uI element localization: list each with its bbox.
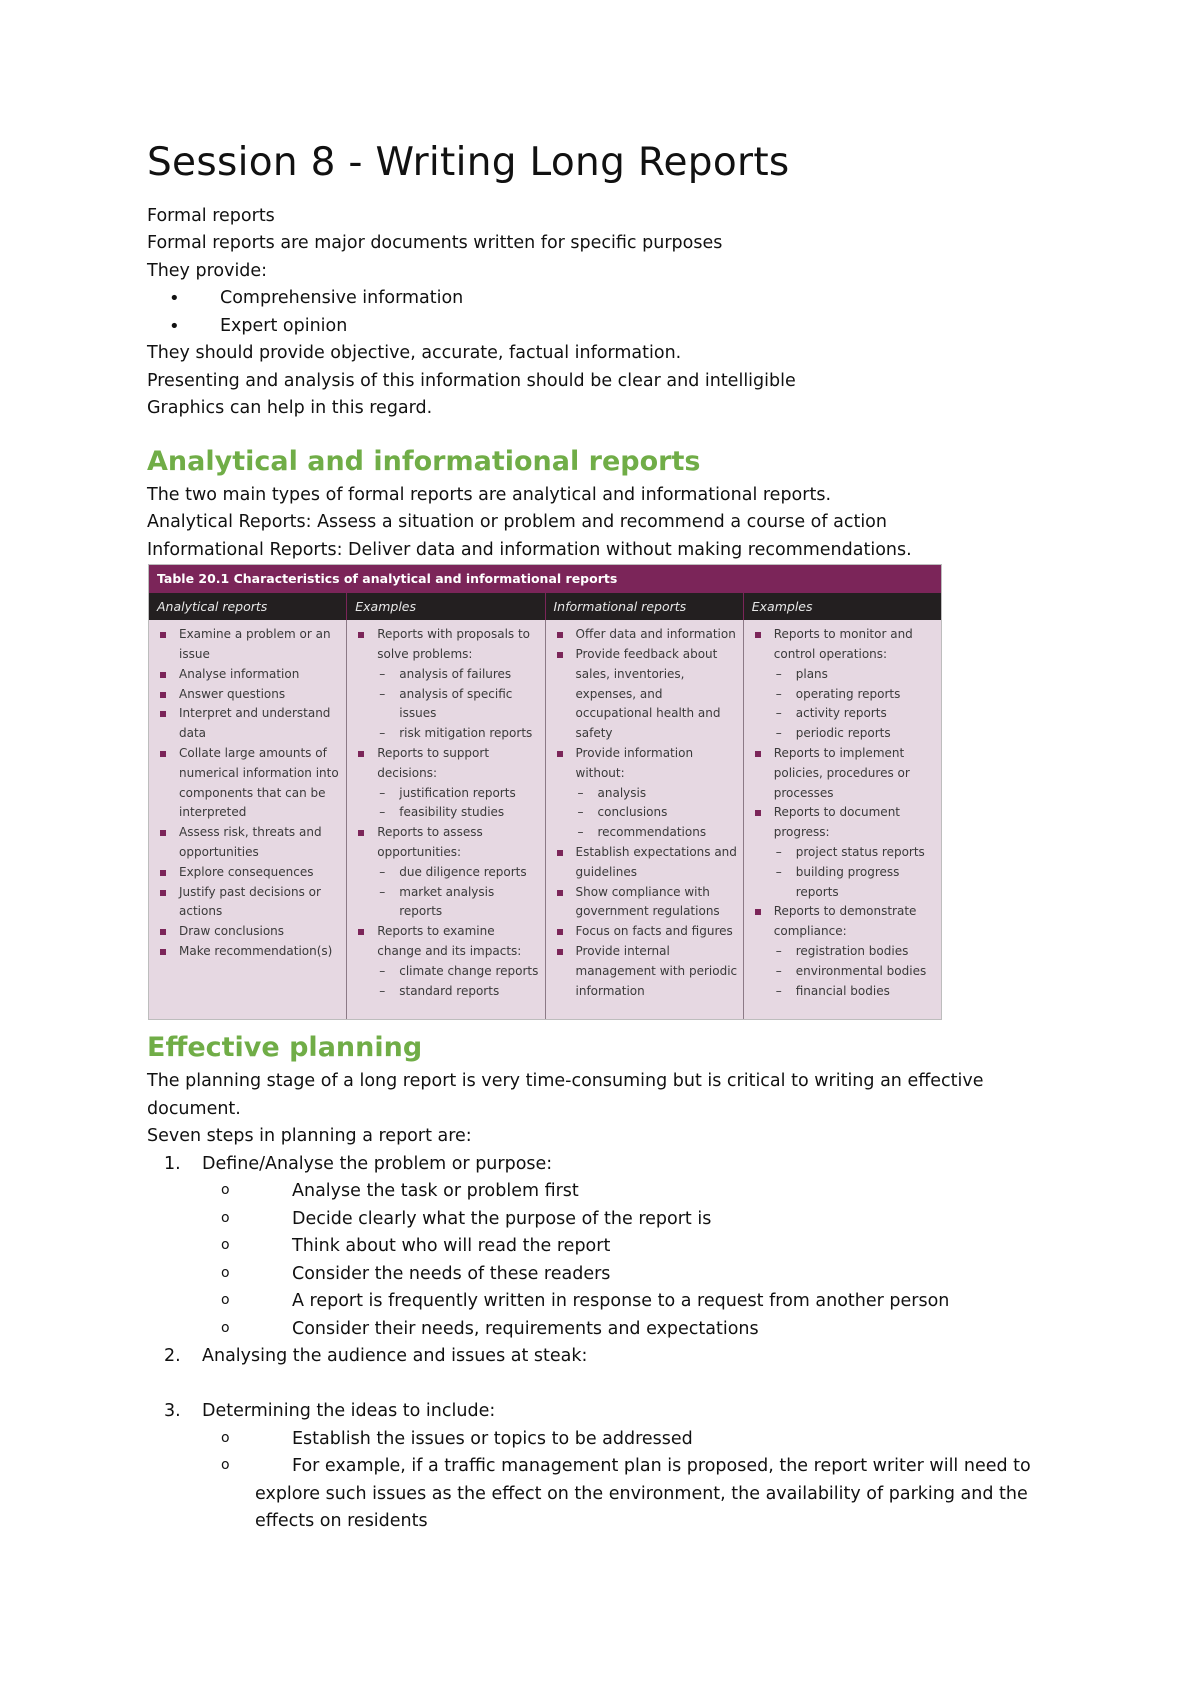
circle-bullet-icon: o [221, 1429, 230, 1446]
section-line: The two main types of formal reports are analytical and informational reports. [147, 484, 832, 505]
dash-icon: – [775, 864, 782, 879]
table-sub-item: – climate change reports [355, 962, 540, 982]
square-bullet-icon [160, 692, 166, 698]
table-bullet-item: Analyse information [157, 665, 342, 685]
sub-item: o Think about who will read the report [147, 1233, 1067, 1261]
sub-item: o Establish the issues or topics to be addressed [147, 1426, 1067, 1454]
intro-line: Formal reports are major documents written for specific purposes [147, 233, 723, 254]
dash-icon: – [775, 666, 782, 681]
table-sub-item: – standard reports [355, 982, 540, 1002]
table-sub-item: – plans [752, 665, 937, 685]
table-header-cell: Examples [751, 599, 813, 615]
circle-bullet-icon: o [221, 1457, 230, 1474]
square-bullet-icon [160, 929, 166, 935]
page-title: Session 8 - Writing Long Reports [147, 140, 790, 185]
table-bullet-item: Explore consequences [157, 863, 342, 883]
dash-icon: – [775, 726, 782, 741]
sub-item: o For example, if a traffic management plan is proposed, the report writer will need to explore such issues as the effect on the environment, the availability of parking and the effects on residents [147, 1453, 1075, 1536]
dash-icon: – [379, 963, 386, 978]
dash-icon: – [775, 983, 782, 998]
sub-item: o A report is frequently written in response to a request from another person [147, 1288, 1067, 1316]
table-sub-item: – analysis of specific issues [379, 686, 513, 721]
dash-icon: – [379, 666, 386, 681]
planning-steps-list [147, 1398, 1067, 1426]
circle-bullet-icon: o [221, 1292, 230, 1309]
table-sub-item: – project status reports [752, 843, 937, 863]
square-bullet-icon [755, 810, 761, 816]
table-header-row [149, 593, 941, 620]
table-bullet-item: Collate large amounts of numerical information into components that can be interpreted [157, 744, 342, 823]
table-bullet-item: Reports to monitor and control operations: [752, 625, 937, 665]
square-bullet-icon [557, 751, 563, 757]
bullet-item: • Comprehensive information [147, 285, 1067, 313]
table-bullet-item: Establish expectations and guidelines [554, 843, 739, 883]
table-sub-item: – financial bodies [752, 982, 937, 1002]
table-column [149, 620, 347, 1019]
square-bullet-icon [160, 949, 166, 955]
square-bullet-icon [557, 652, 563, 658]
dash-icon: – [379, 785, 386, 800]
table-bullet-item: Assess risk, threats and opportunities [157, 823, 342, 863]
square-bullet-icon [557, 632, 563, 638]
table-bullet-item: Show compliance with government regulations [554, 883, 739, 923]
table-bullet-item: Reports to support decisions: [355, 744, 540, 784]
table-sub-item: – recommendations [554, 823, 739, 843]
square-bullet-icon [557, 850, 563, 856]
table-bullet-item: Provide feedback about sales, inventories, expenses, and occupational health and safety [554, 645, 739, 744]
square-bullet-icon [160, 751, 166, 757]
square-bullet-icon [160, 870, 166, 876]
sub-item: o Consider their needs, requirements and expectations [147, 1316, 1067, 1344]
circle-bullet-icon: o [221, 1264, 230, 1281]
dash-icon: – [577, 825, 584, 840]
sub-item: o Consider the needs of these readers [147, 1261, 1067, 1289]
step-item: 3. Determining the ideas to include: [164, 1401, 496, 1422]
square-bullet-icon [160, 890, 166, 896]
square-bullet-icon [160, 672, 166, 678]
dash-icon: – [379, 726, 386, 741]
table-bullet-item: Answer questions [157, 685, 342, 705]
dash-icon: – [577, 785, 584, 800]
table-caption: Table 20.1 Characteristics of analytical and informational reports [149, 565, 941, 593]
section-heading-planning: Effective planning [147, 1032, 423, 1064]
table-sub-item: – analysis [554, 784, 739, 804]
intro-line: Graphics can help in this regard. [147, 398, 433, 419]
dash-icon: – [775, 845, 782, 860]
circle-bullet-icon: o [221, 1237, 230, 1254]
planning-steps-list [147, 1343, 1067, 1371]
dash-icon: – [775, 686, 782, 701]
table-bullet-item: Reports to assess opportunities: [355, 823, 540, 863]
square-bullet-icon [358, 632, 364, 638]
section-line: Seven steps in planning a report are: [147, 1126, 472, 1147]
bullet-icon: • [169, 315, 180, 337]
dash-icon: – [775, 963, 782, 978]
table-bullet-item: Reports to implement policies, procedures or processes [752, 744, 937, 803]
table-sub-item: – operating reports [752, 685, 937, 705]
dash-icon: – [577, 805, 584, 820]
step3-sublist [147, 1426, 1067, 1536]
square-bullet-icon [358, 830, 364, 836]
table-bullet-item: Reports to demonstrate compliance: [752, 902, 937, 942]
table-column [347, 620, 545, 1019]
dash-icon: – [379, 864, 386, 879]
dash-icon: – [379, 686, 386, 701]
table-bullet-item: Provide information without: [554, 744, 739, 784]
sub-item: o Analyse the task or problem first [147, 1178, 1067, 1206]
table-sub-item: – due diligence reports [355, 863, 540, 883]
square-bullet-icon [160, 632, 166, 638]
step1-sublist [147, 1178, 1067, 1343]
table-bullet-item: Offer data and information [554, 625, 739, 645]
table-sub-item: – justification reports [355, 784, 540, 804]
square-bullet-icon [358, 751, 364, 757]
table-bullet-item: Justify past decisions or actions [157, 883, 342, 923]
square-bullet-icon [755, 632, 761, 638]
square-bullet-icon [160, 711, 166, 717]
table-column [546, 620, 744, 1019]
table-body [149, 620, 941, 1019]
document-page [147, 140, 1067, 1536]
table-sub-item: – risk mitigation reports [355, 724, 540, 744]
dash-icon: – [775, 944, 782, 959]
square-bullet-icon [755, 909, 761, 915]
table-header-cell: Analytical reports [149, 593, 347, 620]
square-bullet-icon [557, 929, 563, 935]
intro-line: They should provide objective, accurate, factual information. [147, 343, 682, 364]
square-bullet-icon [755, 751, 761, 757]
circle-bullet-icon: o [221, 1209, 230, 1226]
provide-bullet-list [147, 285, 1067, 340]
section-line: The planning stage of a long report is very time-consuming but is critical to writing an effective [147, 1071, 984, 1092]
intro-line: Presenting and analysis of this information should be clear and intelligible [147, 370, 796, 391]
section-line: document. [147, 1098, 241, 1119]
section-line: Analytical Reports: Assess a situation or problem and recommend a course of action [147, 512, 887, 533]
dash-icon: – [379, 805, 386, 820]
dash-icon: – [775, 706, 782, 721]
table-sub-item: – building progress reports [775, 864, 900, 899]
table-bullet-item: Make recommendation(s) [157, 942, 342, 962]
table-column [744, 620, 941, 1019]
intro-line: Formal reports [147, 205, 275, 226]
table-header-cell: Examples [347, 593, 545, 620]
characteristics-table-figure [148, 564, 942, 1020]
step-item: 1. Define/Analyse the problem or purpose: [164, 1153, 553, 1174]
dash-icon: – [379, 884, 386, 899]
table-sub-item: – feasibility studies [355, 803, 540, 823]
table-sub-item: – periodic reports [752, 724, 937, 744]
table-sub-item: – market analysis reports [379, 884, 495, 919]
table-bullet-item: Reports to examine change and its impacts: [355, 922, 540, 962]
table-sub-item: – conclusions [554, 803, 739, 823]
bullet-item: • Expert opinion [147, 313, 1067, 341]
table-header-cell: Informational reports [546, 593, 744, 620]
step-item: 2. Analysing the audience and issues at steak: [164, 1346, 588, 1367]
table-bullet-item: Provide internal management with periodic information [554, 942, 739, 1001]
table-sub-item: – registration bodies [752, 942, 937, 962]
bullet-icon: • [169, 288, 180, 310]
table-bullet-item: Draw conclusions [157, 922, 342, 942]
square-bullet-icon [160, 830, 166, 836]
table-bullet-item: Reports to document progress: [752, 803, 937, 843]
table-sub-item: – environmental bodies [752, 962, 937, 982]
table-bullet-item: Reports with proposals to solve problems: [355, 625, 540, 665]
table-bullet-item: Examine a problem or an issue [157, 625, 342, 665]
planning-steps-list [147, 1151, 1067, 1179]
table-bullet-item: Interpret and understand data [157, 704, 342, 744]
section-line: Informational Reports: Deliver data and information without making recommendations. [147, 539, 912, 560]
circle-bullet-icon: o [221, 1319, 230, 1336]
sub-item: o Decide clearly what the purpose of the report is [147, 1206, 1067, 1234]
square-bullet-icon [557, 949, 563, 955]
section-heading-analytical: Analytical and informational reports [147, 445, 701, 477]
square-bullet-icon [557, 890, 563, 896]
dash-icon: – [379, 983, 386, 998]
square-bullet-icon [358, 929, 364, 935]
circle-bullet-icon: o [221, 1182, 230, 1199]
table-sub-item: – analysis of failures [355, 665, 540, 685]
table-bullet-item: Focus on facts and figures [554, 922, 739, 942]
table-sub-item: – activity reports [752, 704, 937, 724]
intro-line: They provide: [147, 260, 268, 281]
